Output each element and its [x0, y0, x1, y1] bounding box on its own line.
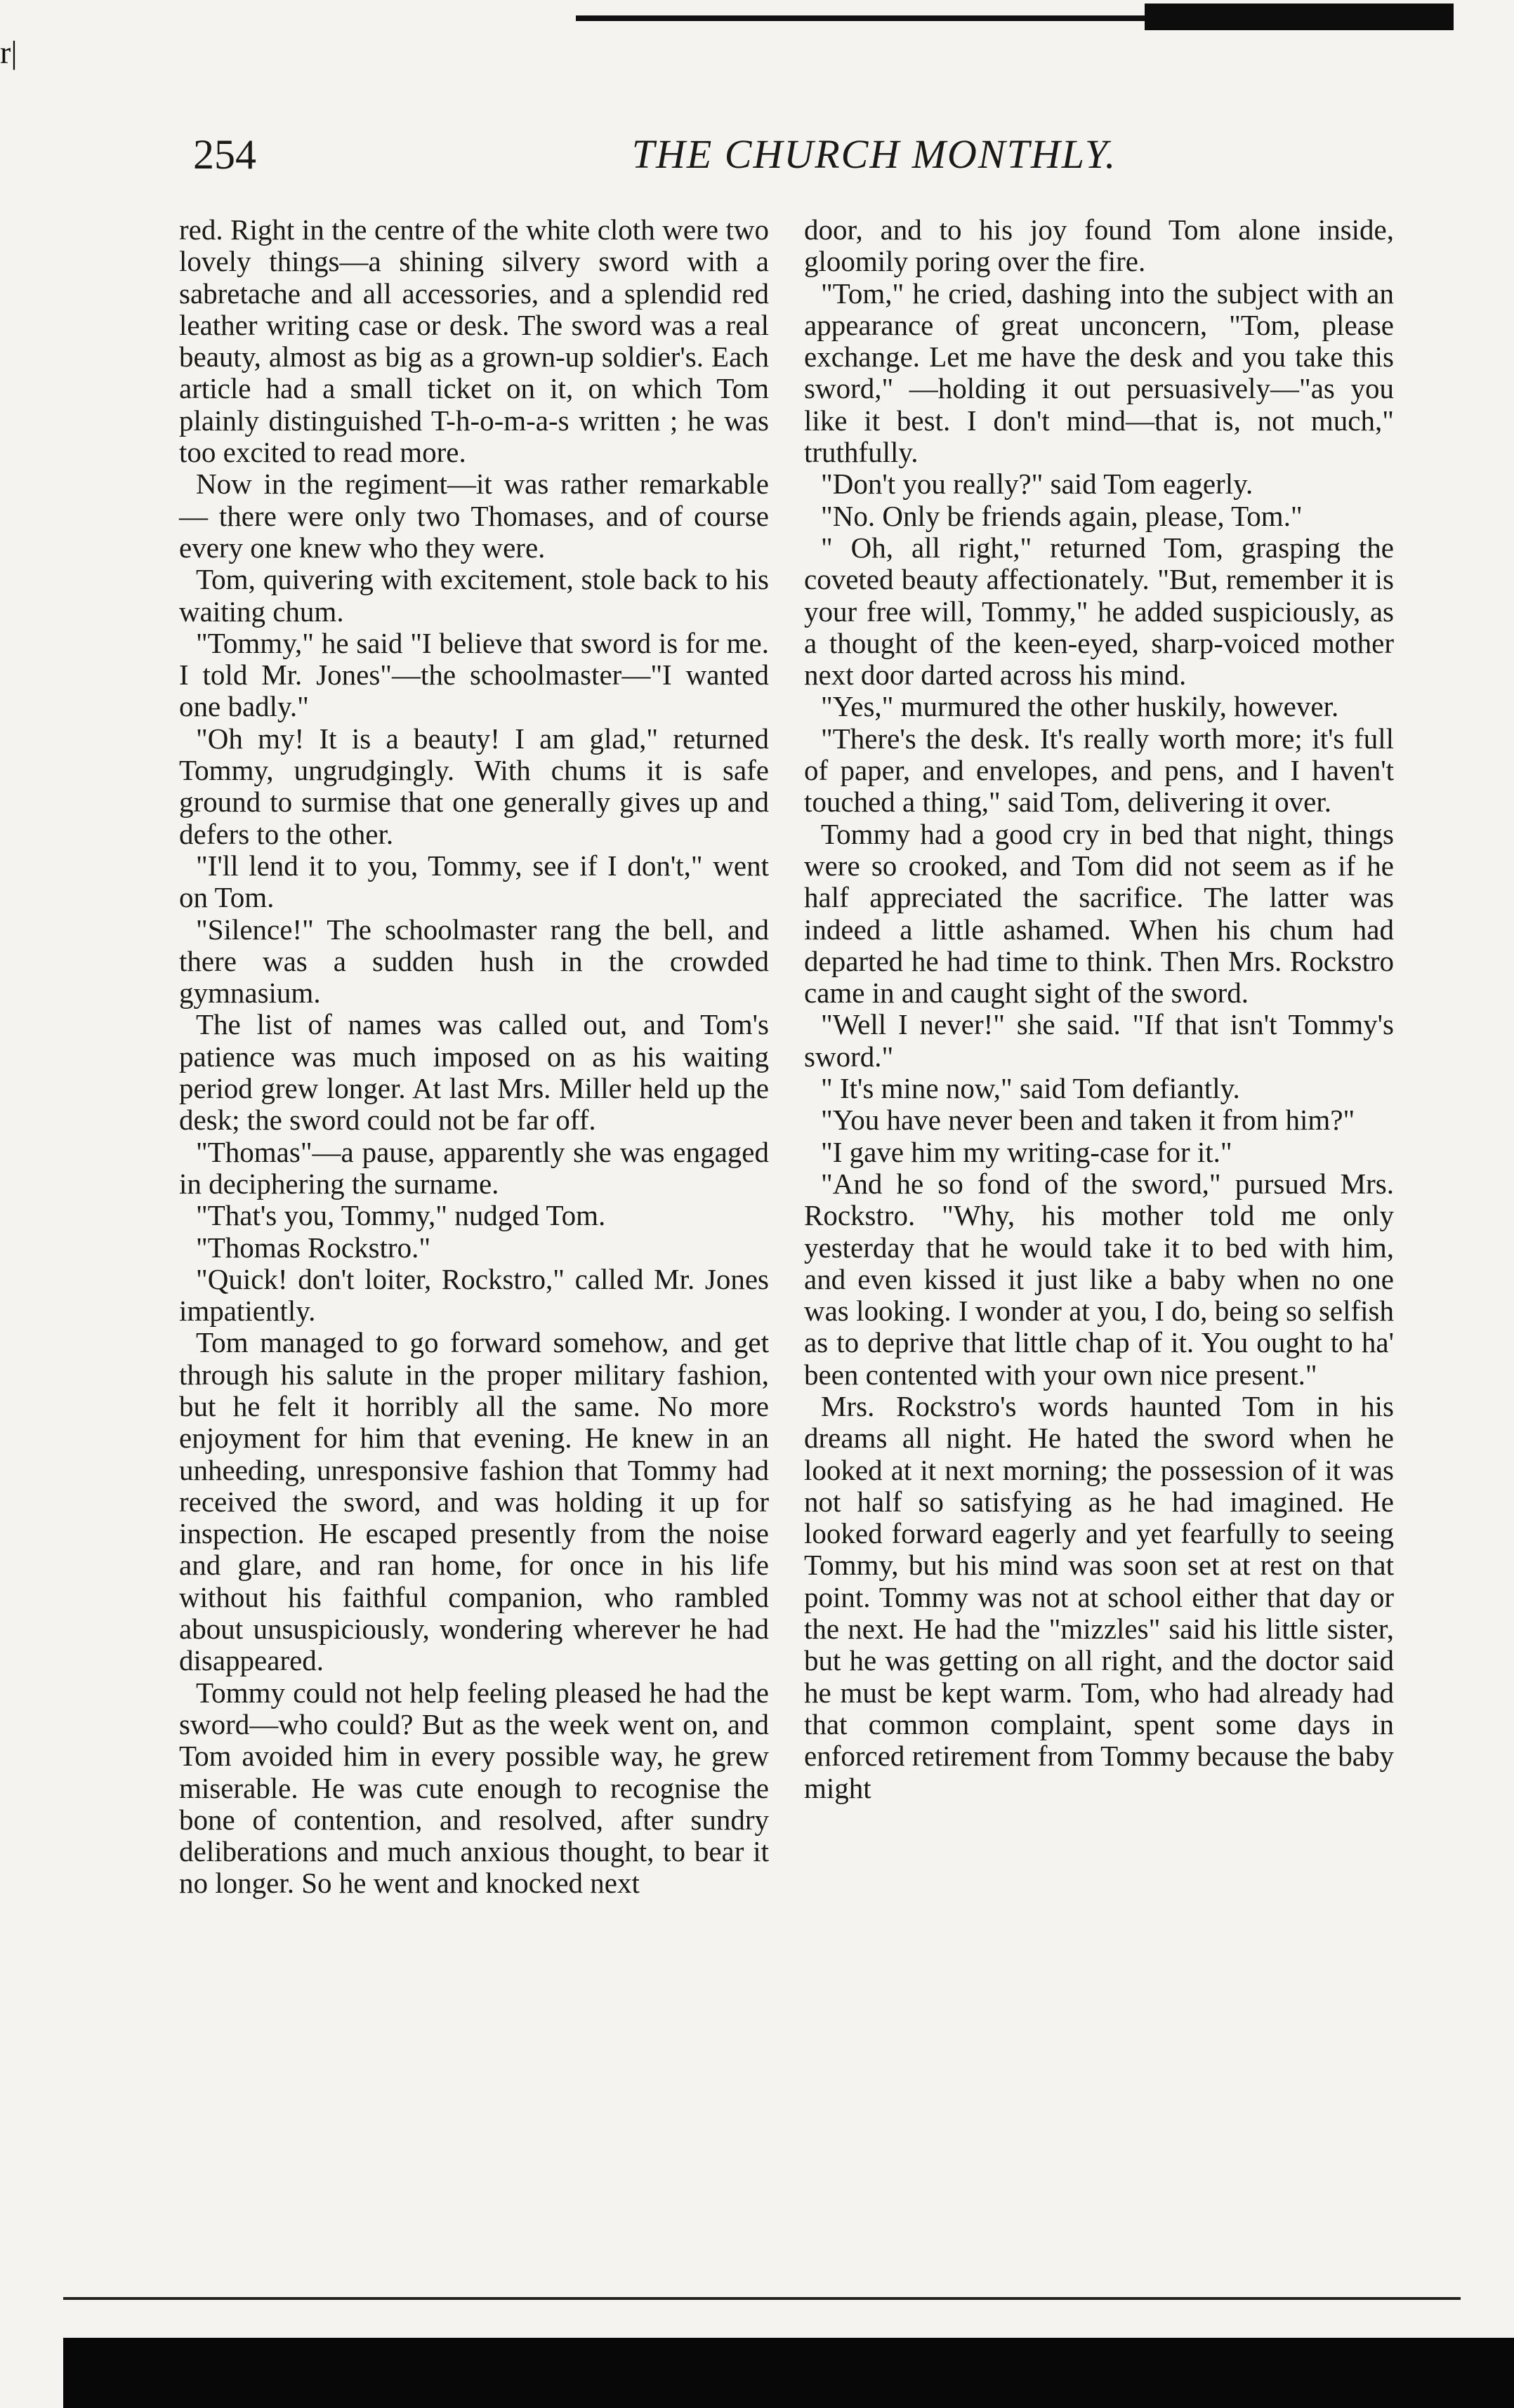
paragraph: "Thomas"—a pause, apparently she was engaged in deciphering the surname.: [179, 1135, 769, 1200]
paragraph: "Tom," he cried, dashing into the subject with an appearance of great unconcern, "Tom, please exchange. Let me have the desk and you take this sword," —holding it out persuasively—"as you like it best. I don't mind—that is, not much," truthfully.: [804, 277, 1394, 469]
paragraph: "Oh my! It is a beauty! I am glad," returned Tommy, ungrudgingly. With chums it is safe ground to surmise that one generally gives up and defers to the other.: [179, 722, 769, 850]
paragraph: " Oh, all right," returned Tom, grasping the coveted beauty affectionately. "But, remember it is your free will, Tommy," he added suspiciously, as a thought of the keen-eyed, sharp-voiced mother next door darted across his mind.: [804, 531, 1394, 692]
paragraph: "Don't you really?" said Tom eagerly.: [821, 468, 1253, 501]
paragraph: "I'll lend it to you, Tommy, see if I don't," went on Tom.: [179, 849, 769, 914]
paragraph: "There's the desk. It's really worth more; it's full of paper, and envelopes, and pens, and I haven't touched a thing," said Tom, delivering it over.: [804, 722, 1394, 819]
paragraph: Now in the regiment—it was rather remarkable — there were only two Thomases, and of course every one knew who they were.: [179, 468, 769, 564]
paragraph: Tommy could not help feeling pleased he had the sword—who could? But as the week went on, and Tom avoided him in every possible way, he grew miserable. He was cute enough to recognise the bone of contention, and resolved, after sundry deliberations and much anxious thought, to bear it no longer. So he went and knocked next: [179, 1676, 769, 1900]
paragraph: door, and to his joy found Tom alone inside, gloomily poring over the fire.: [804, 213, 1394, 278]
paragraph: " It's mine now," said Tom defiantly.: [821, 1072, 1240, 1105]
paragraph: "Quick! don't loiter, Rockstro," called Mr. Jones impatiently.: [179, 1262, 769, 1328]
paragraph: "That's you, Tommy," nudged Tom.: [196, 1199, 606, 1232]
paragraph: Tommy had a good cry in bed that night, things were so crooked, and Tom did not seem as if he half appreciated the sacrifice. The latter was indeed a little ashamed. When his chum had departed he had time to think. Then Mrs. Rockstro came in and caught sight of the sword.: [804, 817, 1394, 1010]
paragraph: Tom, quivering with excitement, stole back to his waiting chum.: [179, 563, 769, 628]
paragraph: "I gave him my writing-case for it.": [821, 1135, 1232, 1168]
paragraph: red. Right in the centre of the white cloth were two lovely things—a shining silvery sword with a sabretache and all accessories, and a splendid red leather writing case or desk. The sword was a real beauty, almost as big as a grown-up soldier's. Each article had a small ticket on it, on which Tom plainly distinguished T-h-o-m-a-s written ; he was too excited to read more.: [179, 213, 769, 469]
bottom-scan-edge: [63, 2338, 1514, 2408]
right-column: [804, 214, 1394, 1804]
paragraph: The list of names was called out, and Tom's patience was much imposed on as his waiting period grew longer. At last Mrs. Miller held up the desk; the sword could not be far off.: [179, 1008, 769, 1137]
running-title: THE CHURCH MONTHLY.: [631, 131, 1117, 177]
bottom-rule: [63, 2297, 1461, 2300]
paragraph: "You have never been and taken it from him?": [821, 1104, 1355, 1137]
top-rule-thick: [1145, 4, 1454, 30]
paragraph: "Tommy," he said "I believe that sword is for me. I told Mr. Jones"—the schoolmaster—"I wanted one badly.": [179, 626, 769, 723]
paragraph: "Silence!" The schoolmaster rang the bell, and there was a sudden hush in the crowded gymnasium.: [179, 913, 769, 1010]
paragraph: "No. Only be friends again, please, Tom.": [821, 499, 1303, 532]
paragraph: "Thomas Rockstro.": [196, 1231, 431, 1264]
page-number: 254: [193, 131, 256, 178]
paragraph: Mrs. Rockstro's words haunted Tom in his dreams all night. He hated the sword when he looked at it next morning; the possession of it was not half so satisfying as he had imagined. He looked forward eagerly and yet fearfully to seeing Tommy, but his mind was soon set at rest on that point. Tommy was not at school either that day or the next. He had the "mizzles" said his little sister, but he was getting on all right, and the doctor said he must be kept warm. Tom, who had already had that common complaint, spent some days in enforced retirement from Tommy because the baby might: [804, 1389, 1394, 1804]
paragraph: "And he so fond of the sword," pursued Mrs. Rockstro. "Why, his mother told me only yesterday that he would take it to bed with him, and even kissed it just like a baby when no one was looking. I wonder at you, I do, being so selfish as to deprive that little chap of it. You ought to ha' been contented with your own nice present.": [804, 1167, 1394, 1391]
margin-mark: r|: [0, 34, 18, 70]
left-column: [179, 214, 769, 1900]
paragraph: "Well I never!" she said. "If that isn't Tommy's sword.": [804, 1008, 1394, 1073]
paragraph: Tom managed to go forward somehow, and get through his salute in the proper military fashion, but he felt it horribly all the same. No more enjoyment for him that evening. He knew in an unheeding, unresponsive fashion that Tommy had received the sword, and was holding it up for inspection. He escaped presently from the noise and glare, and ran home, for once in his life without his faithful companion, who rambled about unsuspiciously, wondering wherever he had disappeared.: [179, 1326, 769, 1677]
paragraph: "Yes," murmured the other huskily, however.: [821, 690, 1339, 723]
page-header: [193, 126, 1415, 190]
